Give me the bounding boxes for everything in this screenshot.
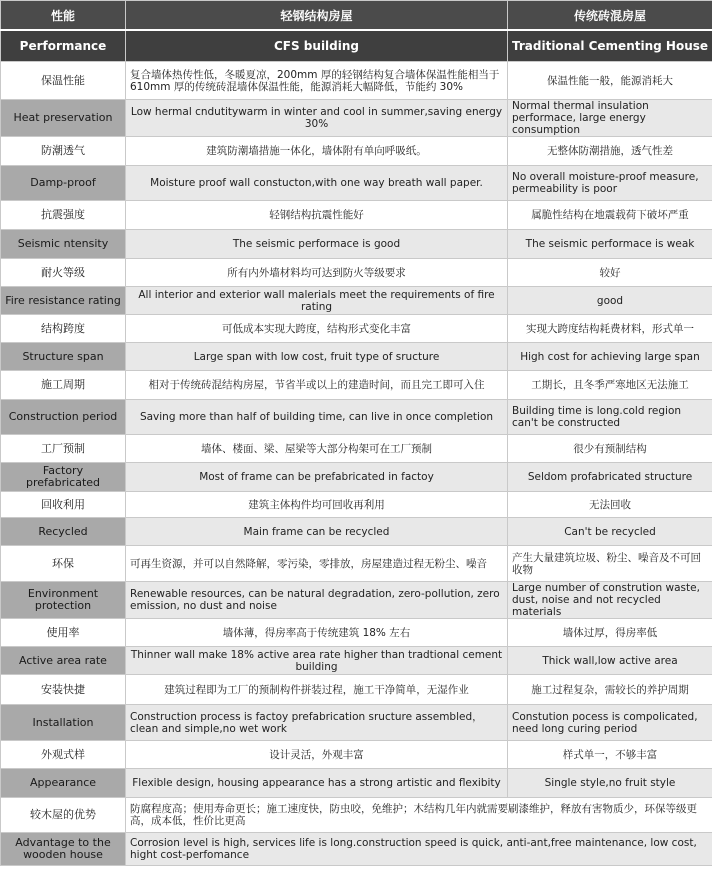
traditional-cell: Can't be recycled [508, 518, 712, 546]
table-row [1, 492, 712, 518]
header-cfs-en: CFS building [126, 30, 508, 62]
traditional-cell: 很少有预制结构 [508, 435, 712, 463]
cfs-cell: 轻钢结构抗震性能好 [126, 201, 508, 230]
row-label: Fire resistance rating [1, 287, 126, 315]
row-label: 外观式样 [1, 741, 126, 769]
row-label: 保温性能 [1, 62, 126, 100]
row-label: 抗震强度 [1, 201, 126, 230]
table-row [1, 833, 712, 866]
table-row [1, 315, 712, 343]
table-row [1, 705, 712, 741]
row-label: Heat preservation [1, 100, 126, 137]
table-row [1, 798, 712, 833]
row-label: Recycled [1, 518, 126, 546]
traditional-cell: Thick wall,low active area [508, 647, 712, 675]
row-label: Environment protection [1, 582, 126, 619]
cfs-cell: 墙体薄，得房率高于传统建筑 18% 左右 [126, 619, 508, 647]
cfs-cell: 建筑主体构件均可回收再利用 [126, 492, 508, 518]
row-label: 环保 [1, 546, 126, 582]
traditional-cell: Single style,no fruit style [508, 769, 712, 798]
header-row-zh [1, 1, 712, 31]
cfs-cell: All interior and exterior wall malerials meet the requirements of fire rating [126, 287, 508, 315]
table-row [1, 518, 712, 546]
table-row [1, 287, 712, 315]
cfs-cell: Large span with low cost, fruit type of sructure [126, 343, 508, 371]
header-traditional-en: Traditional Cementing House [508, 30, 712, 62]
traditional-cell: Building time is long.cold region can't be constructed [508, 400, 712, 435]
traditional-cell: 保温性能一般，能源消耗大 [508, 62, 712, 100]
row-label: Seismic ntensity [1, 230, 126, 259]
table-row [1, 619, 712, 647]
row-label: Active area rate [1, 647, 126, 675]
cfs-cell: Most of frame can be prefabricated in factoy [126, 463, 508, 492]
row-label: Factory prefabricated [1, 463, 126, 492]
row-label: 较木屋的优势 [1, 798, 126, 833]
cfs-cell: 相对于传统砖混结构房屋，节省半或以上的建造时间，而且完工即可入住 [126, 371, 508, 400]
traditional-cell: 墙体过厚，得房率低 [508, 619, 712, 647]
header-performance-en: Performance [1, 30, 126, 62]
table-row [1, 741, 712, 769]
cfs-cell: Main frame can be recycled [126, 518, 508, 546]
cfs-cell: 防腐程度高；使用寿命更长；施工速度快，防虫咬，免维护；木结构几年内就需要刷漆维护，释放有害物质少，环保等级更高，成本低，性价比更高 [126, 798, 712, 833]
header-row-en [1, 30, 712, 62]
table-row [1, 166, 712, 201]
table-row [1, 100, 712, 137]
header-cfs-zh: 轻钢结构房屋 [126, 1, 508, 31]
traditional-cell: 较好 [508, 259, 712, 287]
table-row [1, 463, 712, 492]
traditional-cell: 属脆性结构在地震载荷下破坏严重 [508, 201, 712, 230]
row-label: Advantage to the wooden house [1, 833, 126, 866]
cfs-cell: Corrosion level is high, services life is long.construction speed is quick, anti-ant,free maintenance, low cost, hight cost-perfomance [126, 833, 712, 866]
row-label: 工厂预制 [1, 435, 126, 463]
table-row [1, 769, 712, 798]
cfs-cell: The seismic performace is good [126, 230, 508, 259]
cfs-cell: 复合墙体热传性低，冬暖夏凉，200mm 厚的轻钢结构复合墙体保温性能相当于 610mm 厚的传统砖混墙体保温性能，能源消耗大幅降低，节能约 30% [126, 62, 508, 100]
row-label: 防潮透气 [1, 137, 126, 166]
traditional-cell: Normal thermal insulation performace, large energy consumption [508, 100, 712, 137]
traditional-cell: Large number of constrution waste, dust, noise and not recycled materials [508, 582, 712, 619]
traditional-cell: 产生大量建筑垃圾、粉尘、噪音及不可回收物 [508, 546, 712, 582]
row-label: 施工周期 [1, 371, 126, 400]
row-label: Construction period [1, 400, 126, 435]
table-row [1, 435, 712, 463]
table-row [1, 371, 712, 400]
table-row [1, 230, 712, 259]
row-label: 结构跨度 [1, 315, 126, 343]
traditional-cell: Constution pocess is compolicated, need long curing period [508, 705, 712, 741]
row-label: Appearance [1, 769, 126, 798]
table-row [1, 259, 712, 287]
traditional-cell: 样式单一，不够丰富 [508, 741, 712, 769]
cfs-cell: Thinner wall make 18% active area rate higher than tradtional cement building [126, 647, 508, 675]
cfs-cell: 建筑防潮墙措施一体化，墙体附有单向呼吸纸。 [126, 137, 508, 166]
cfs-cell: Construction process is factoy prefabrication sructure assembled，clean and simple,no wet work [126, 705, 508, 741]
cfs-cell: Flexible design, housing appearance has a strong artistic and flexibity [126, 769, 508, 798]
row-label: Damp-proof [1, 166, 126, 201]
traditional-cell: 无法回收 [508, 492, 712, 518]
traditional-cell: 无整体防潮措施，透气性差 [508, 137, 712, 166]
table-row [1, 343, 712, 371]
row-label: 回收利用 [1, 492, 126, 518]
table-row [1, 647, 712, 675]
cfs-cell: Low hermal cndutitywarm in winter and cool in summer,saving energy 30% [126, 100, 508, 137]
table-row [1, 582, 712, 619]
traditional-cell: 施工过程复杂，需较长的养护周期 [508, 675, 712, 705]
cfs-cell: Saving more than half of building time, can live in once completion [126, 400, 508, 435]
traditional-cell: Seldom profabricated structure [508, 463, 712, 492]
cfs-cell: 可低成本实现大跨度，结构形式变化丰富 [126, 315, 508, 343]
table-row [1, 137, 712, 166]
table-row [1, 400, 712, 435]
traditional-cell: High cost for achieving large span [508, 343, 712, 371]
row-label: Structure span [1, 343, 126, 371]
row-label: 耐火等级 [1, 259, 126, 287]
table-row [1, 546, 712, 582]
traditional-cell: The seismic performace is weak [508, 230, 712, 259]
header-performance-zh: 性能 [1, 1, 126, 31]
header-traditional-zh: 传统砖混房屋 [508, 1, 712, 31]
cfs-cell: Moisture proof wall constucton,with one way breath wall paper. [126, 166, 508, 201]
cfs-cell: 设计灵活，外观丰富 [126, 741, 508, 769]
row-label: 安装快捷 [1, 675, 126, 705]
row-label: Installation [1, 705, 126, 741]
row-label: 使用率 [1, 619, 126, 647]
table-row [1, 62, 712, 100]
traditional-cell: No overall moisture-proof measure, permeability is poor [508, 166, 712, 201]
cfs-cell: 所有内外墙材料均可达到防火等级要求 [126, 259, 508, 287]
traditional-cell: 工期长，且冬季严寒地区无法施工 [508, 371, 712, 400]
cfs-cell: 可再生资源，并可以自然降解，零污染，零排放，房屋建造过程无粉尘、噪音 [126, 546, 508, 582]
table-row [1, 675, 712, 705]
traditional-cell: 实现大跨度结构耗费材料，形式单一 [508, 315, 712, 343]
traditional-cell: good [508, 287, 712, 315]
cfs-cell: 墙体、楼面、梁、屋梁等大部分构架可在工厂预制 [126, 435, 508, 463]
cfs-cell: 建筑过程即为工厂的预制构件拼装过程，施工干净简单，无湿作业 [126, 675, 508, 705]
table-row [1, 201, 712, 230]
cfs-cell: Renewable resources, can be natural degradation, zero-pollution, zero emission, no dust and noise [126, 582, 508, 619]
